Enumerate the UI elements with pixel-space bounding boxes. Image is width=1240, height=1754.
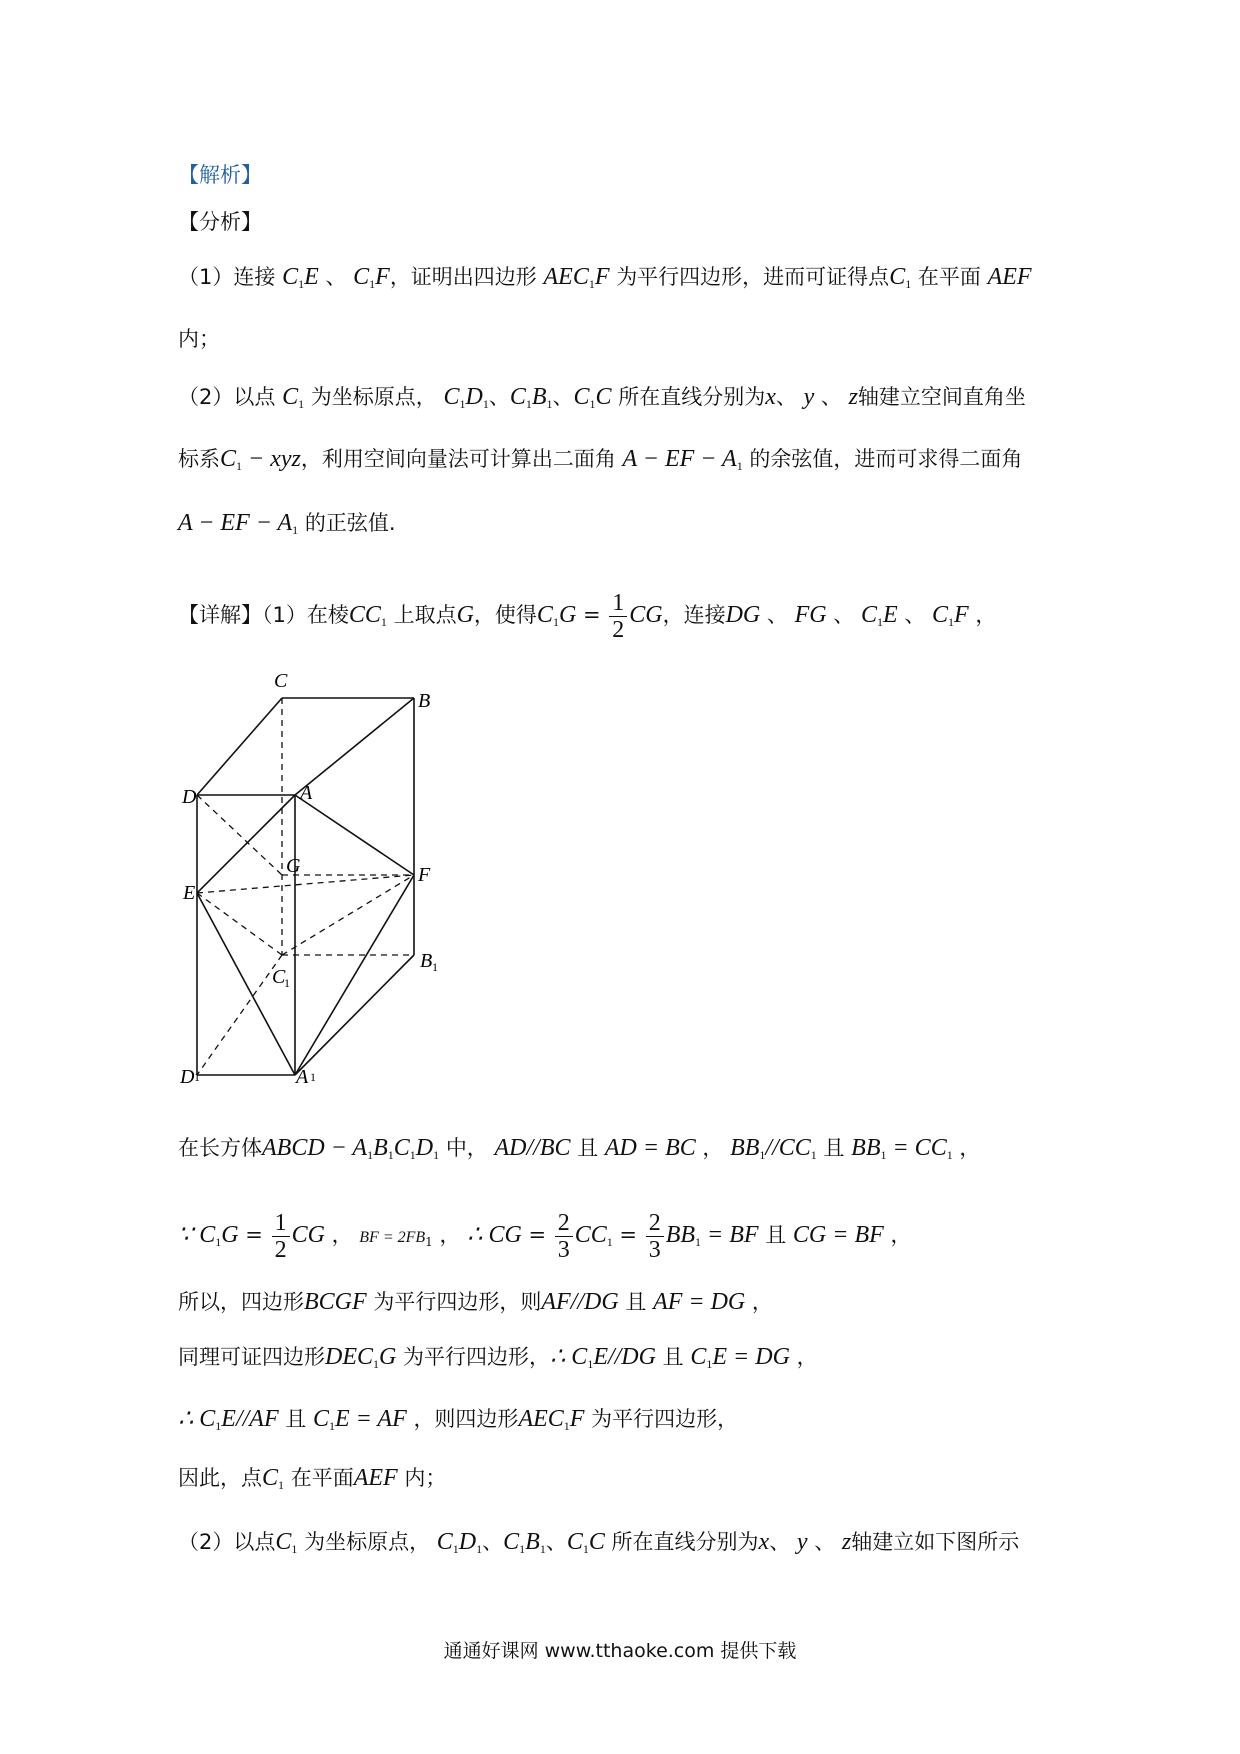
- fraction-one-half-2: $\frac{1}{2}$: [272, 1210, 290, 1263]
- label-D1-sub: 1: [194, 1070, 200, 1084]
- analysis-line-5: A − EF − $A_1$ 的正弦值.: [178, 510, 396, 537]
- label-B1: B: [420, 950, 433, 972]
- label-C: C: [274, 670, 288, 692]
- label-A1-sub: 1: [310, 1070, 316, 1084]
- footer-text: 通通好课网 www.tthaoke.com 提供下载: [443, 1640, 797, 1662]
- heading-jiexi: 【解析】: [178, 163, 262, 187]
- detail-line-7: 因此，点$C_1$ 在平面AEF 内；: [178, 1465, 447, 1492]
- detail-line-2: 在长方体ABCD − $A_1B_1C_1D_1$ 中， AD//BC 且 AD = BC ， $BB_1//CC_1$ 且 $BB_1 = CC_1$ ，: [178, 1135, 981, 1162]
- label-F: F: [418, 864, 431, 886]
- fraction-two-thirds-2: $\frac{2}{3}$: [646, 1210, 664, 1263]
- fraction-one-half: $\frac{1}{2}$: [609, 590, 627, 643]
- detail-line-3: ∵ $C_1G$ = $\frac{1}{2}$ CG ， BF = $2FB_1$ ， ∴ CG = $\frac{2}{3}$ $CC_1$ = $\frac{2}{3}$ $BB_1$ = BF 且 CG = BF ，: [178, 1210, 912, 1263]
- label-E: E: [183, 882, 196, 904]
- analysis-line-4: 标系$C_1$ − xyz，利用空间向量法可计算出二面角 A − EF − $A_1$ 的余弦值，进而可求得二面角: [178, 446, 1023, 473]
- label-G: G: [286, 855, 301, 877]
- label-C1-sub: 1: [284, 976, 290, 990]
- analysis-line-3: （2）以点 $C_1$ 为坐标原点， $C_1D_1$、$C_1B_1$、$C_1C$ 所在直线分别为x、 y 、 z轴建立空间直角坐: [178, 384, 1026, 411]
- detail-line-5: 同理可证四边形$DEC_1G$ 为平行四边形，∴ $C_1E//DG$ 且 $C_1E$ = DG ，: [178, 1344, 818, 1371]
- label-C1: C: [272, 966, 286, 988]
- detail-line-6: ∴ $C_1E//AF$ 且 $C_1E$ = AF ，则四边形$AEC_1F$ 为平行四边形，: [178, 1406, 739, 1433]
- heading-fenxi: 【分析】: [178, 210, 262, 234]
- label-A1: A: [296, 1066, 309, 1085]
- analysis-line-2: 内；: [178, 327, 220, 351]
- detail-line-1: 【详解】（1）在棱$CC_1$ 上取点G，使得$C_1G$ = $\frac{1}{2}$ CG，连接DG 、 FG 、 $C_1E$ 、 $C_1F$ ，: [178, 590, 997, 643]
- fraction-two-thirds: $\frac{2}{3}$: [555, 1210, 573, 1263]
- analysis-line-1: （1）连接 $C_1E$ 、 $C_1F$，证明出四边形 $AEC_1F$ 为平行四边形，进而可证得点$C_1$ 在平面 AEF: [178, 264, 1032, 291]
- label-D1: D: [180, 1066, 195, 1085]
- detail-line-8: （2）以点$C_1$ 为坐标原点， $C_1D_1$、$C_1B_1$、$C_1C$ 所在直线分别为x、 y 、 z轴建立如下图所示: [178, 1529, 1020, 1556]
- cuboid-figure: [180, 665, 460, 1085]
- label-B1-sub: 1: [432, 960, 438, 974]
- label-B: B: [418, 690, 431, 712]
- label-A: A: [300, 782, 313, 804]
- label-D: D: [182, 786, 197, 808]
- detail-line-4: 所以，四边形BCGF 为平行四边形，则AF//DG 且 AF = DG ，: [178, 1289, 773, 1315]
